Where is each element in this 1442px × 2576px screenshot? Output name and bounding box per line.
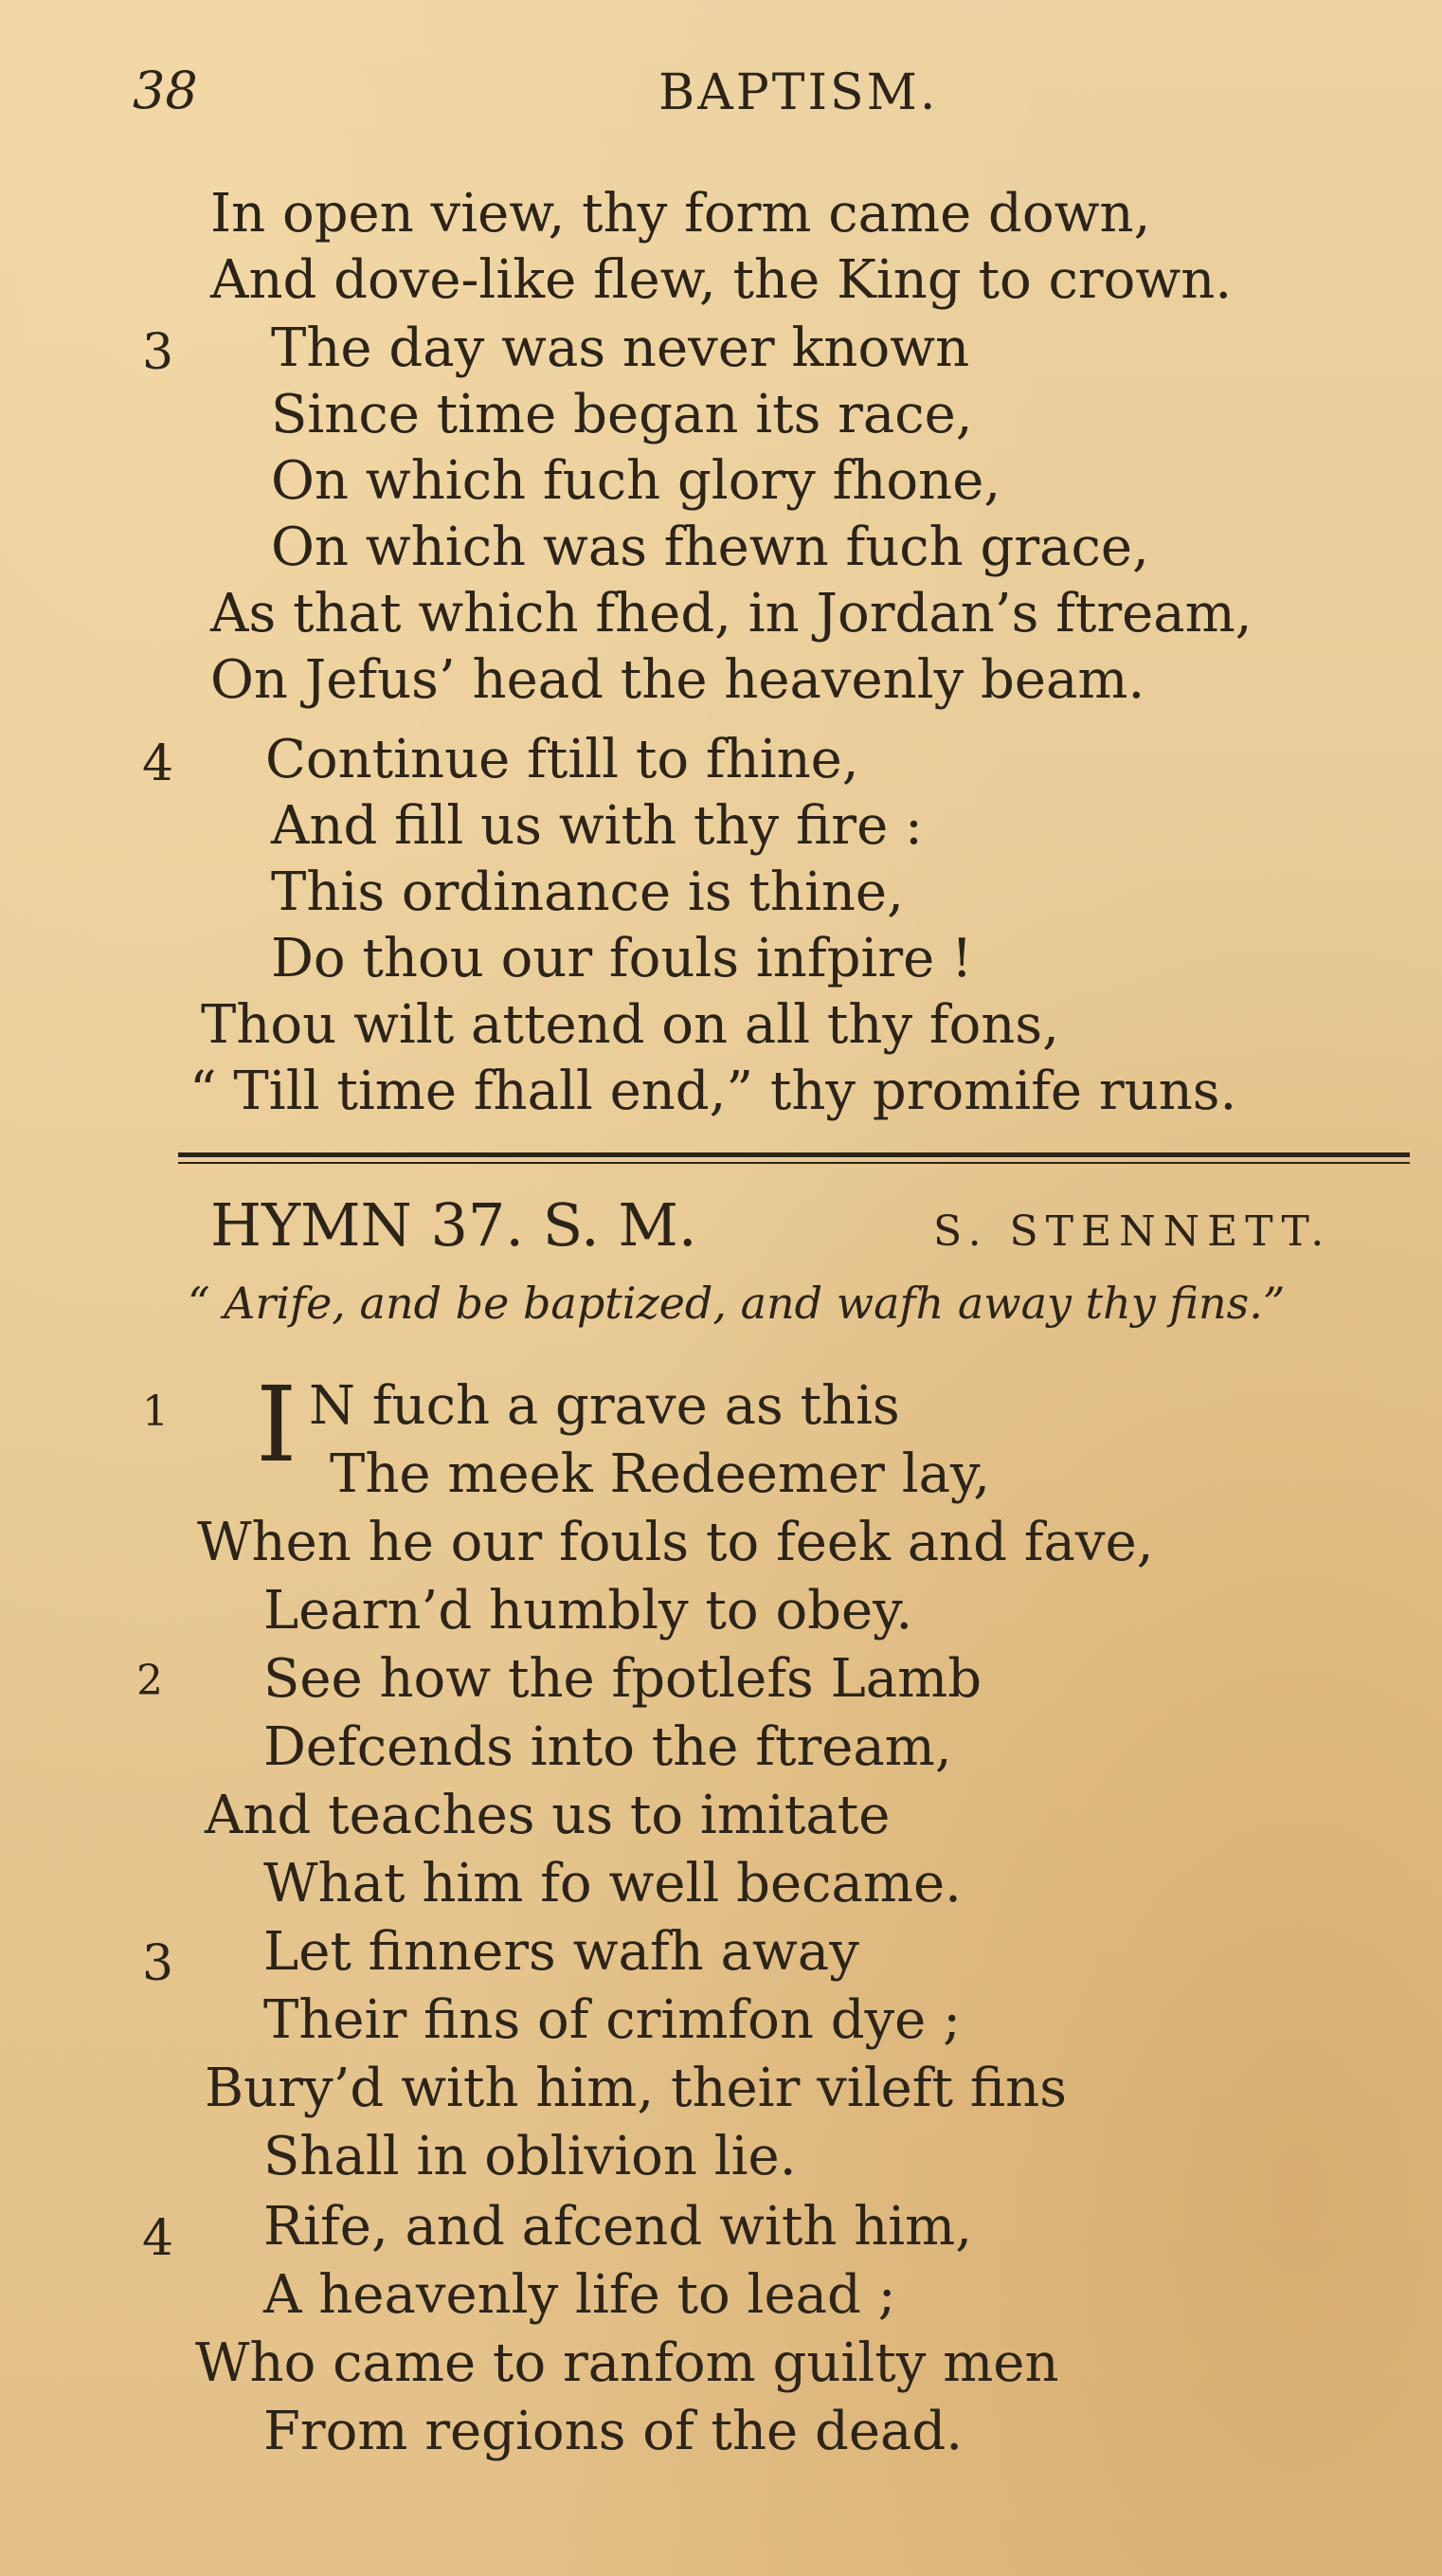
stanza-number: 4 <box>142 735 174 792</box>
verse-line: Let finners wafh away <box>263 1921 859 1983</box>
verse-line: When he our fouls to feek and fave, <box>197 1512 1154 1573</box>
verse-line: Thou wilt attend on all thy fons, <box>201 994 1059 1056</box>
verse-line: “ Till time fhall end,” thy promife runs. <box>189 1061 1237 1122</box>
stanza-number: 3 <box>142 1935 174 1992</box>
section-rule-thin <box>178 1162 1410 1164</box>
verse-line: Learn’d humbly to obey. <box>263 1580 913 1642</box>
verse-line: The day was never known <box>271 317 970 379</box>
hymn-epigraph: “ Arife, and be baptized, and wafh away thy fins.” <box>188 1278 1286 1329</box>
section-rule-thick <box>178 1152 1410 1157</box>
verse-line: Rife, and afcend with him, <box>263 2196 973 2258</box>
verse-line: Do thou our fouls infpire ! <box>271 928 973 989</box>
drop-cap: I <box>256 1364 297 1485</box>
verse-line: On which fuch glory fhone, <box>271 450 1001 512</box>
verse-line: And dove-like flew, the King to crown. <box>210 249 1233 311</box>
stanza-number: 4 <box>142 2210 174 2267</box>
verse-line: The meek Redeemer lay, <box>330 1443 991 1505</box>
verse-line: As that which fhed, in Jordan’s ftream, <box>210 583 1253 644</box>
verse-line: Defcends into the ftream, <box>263 1716 952 1778</box>
page-number: 38 <box>133 61 198 120</box>
verse-line: On Jefus’ head the heavenly beam. <box>210 649 1145 711</box>
stanza-number: 2 <box>136 1657 163 1705</box>
verse-line: Who came to ranfom guilty men <box>195 2332 1059 2394</box>
verse-line: N fuch a grave as this <box>309 1375 900 1437</box>
stanza-number: 1 <box>142 1388 169 1436</box>
verse-line: Since time began its race, <box>271 384 973 445</box>
verse-line: A heavenly life to lead ; <box>263 2264 896 2326</box>
verse-line: Their fins of crimfon dye ; <box>263 1989 961 2051</box>
verse-line: What him fo well became. <box>263 1853 962 1914</box>
verse-line: This ordinance is thine, <box>271 862 904 923</box>
verse-line: On which was fhewn fuch grace, <box>271 517 1149 578</box>
verse-line: Bury’d with him, their vileft fins <box>205 2058 1067 2119</box>
verse-line: From regions of the dead. <box>263 2401 964 2462</box>
running-head: BAPTISM. <box>658 64 939 121</box>
verse-line: In open view, thy form came down, <box>210 183 1151 245</box>
verse-line: Shall in oblivion lie. <box>263 2126 797 2187</box>
page-header <box>133 61 1376 136</box>
verse-line: See how the fpotlefs Lamb <box>263 1648 982 1710</box>
verse-line: Continue ftill to fhine, <box>265 729 859 790</box>
stanza-number: 3 <box>142 324 174 381</box>
verse-line: And fill us with thy fire : <box>271 795 923 857</box>
hymn-title: HYMN 37. S. M. <box>210 1190 697 1260</box>
verse-line: And teaches us to imitate <box>205 1785 891 1846</box>
hymn-author: S. STENNETT. <box>933 1207 1332 1256</box>
